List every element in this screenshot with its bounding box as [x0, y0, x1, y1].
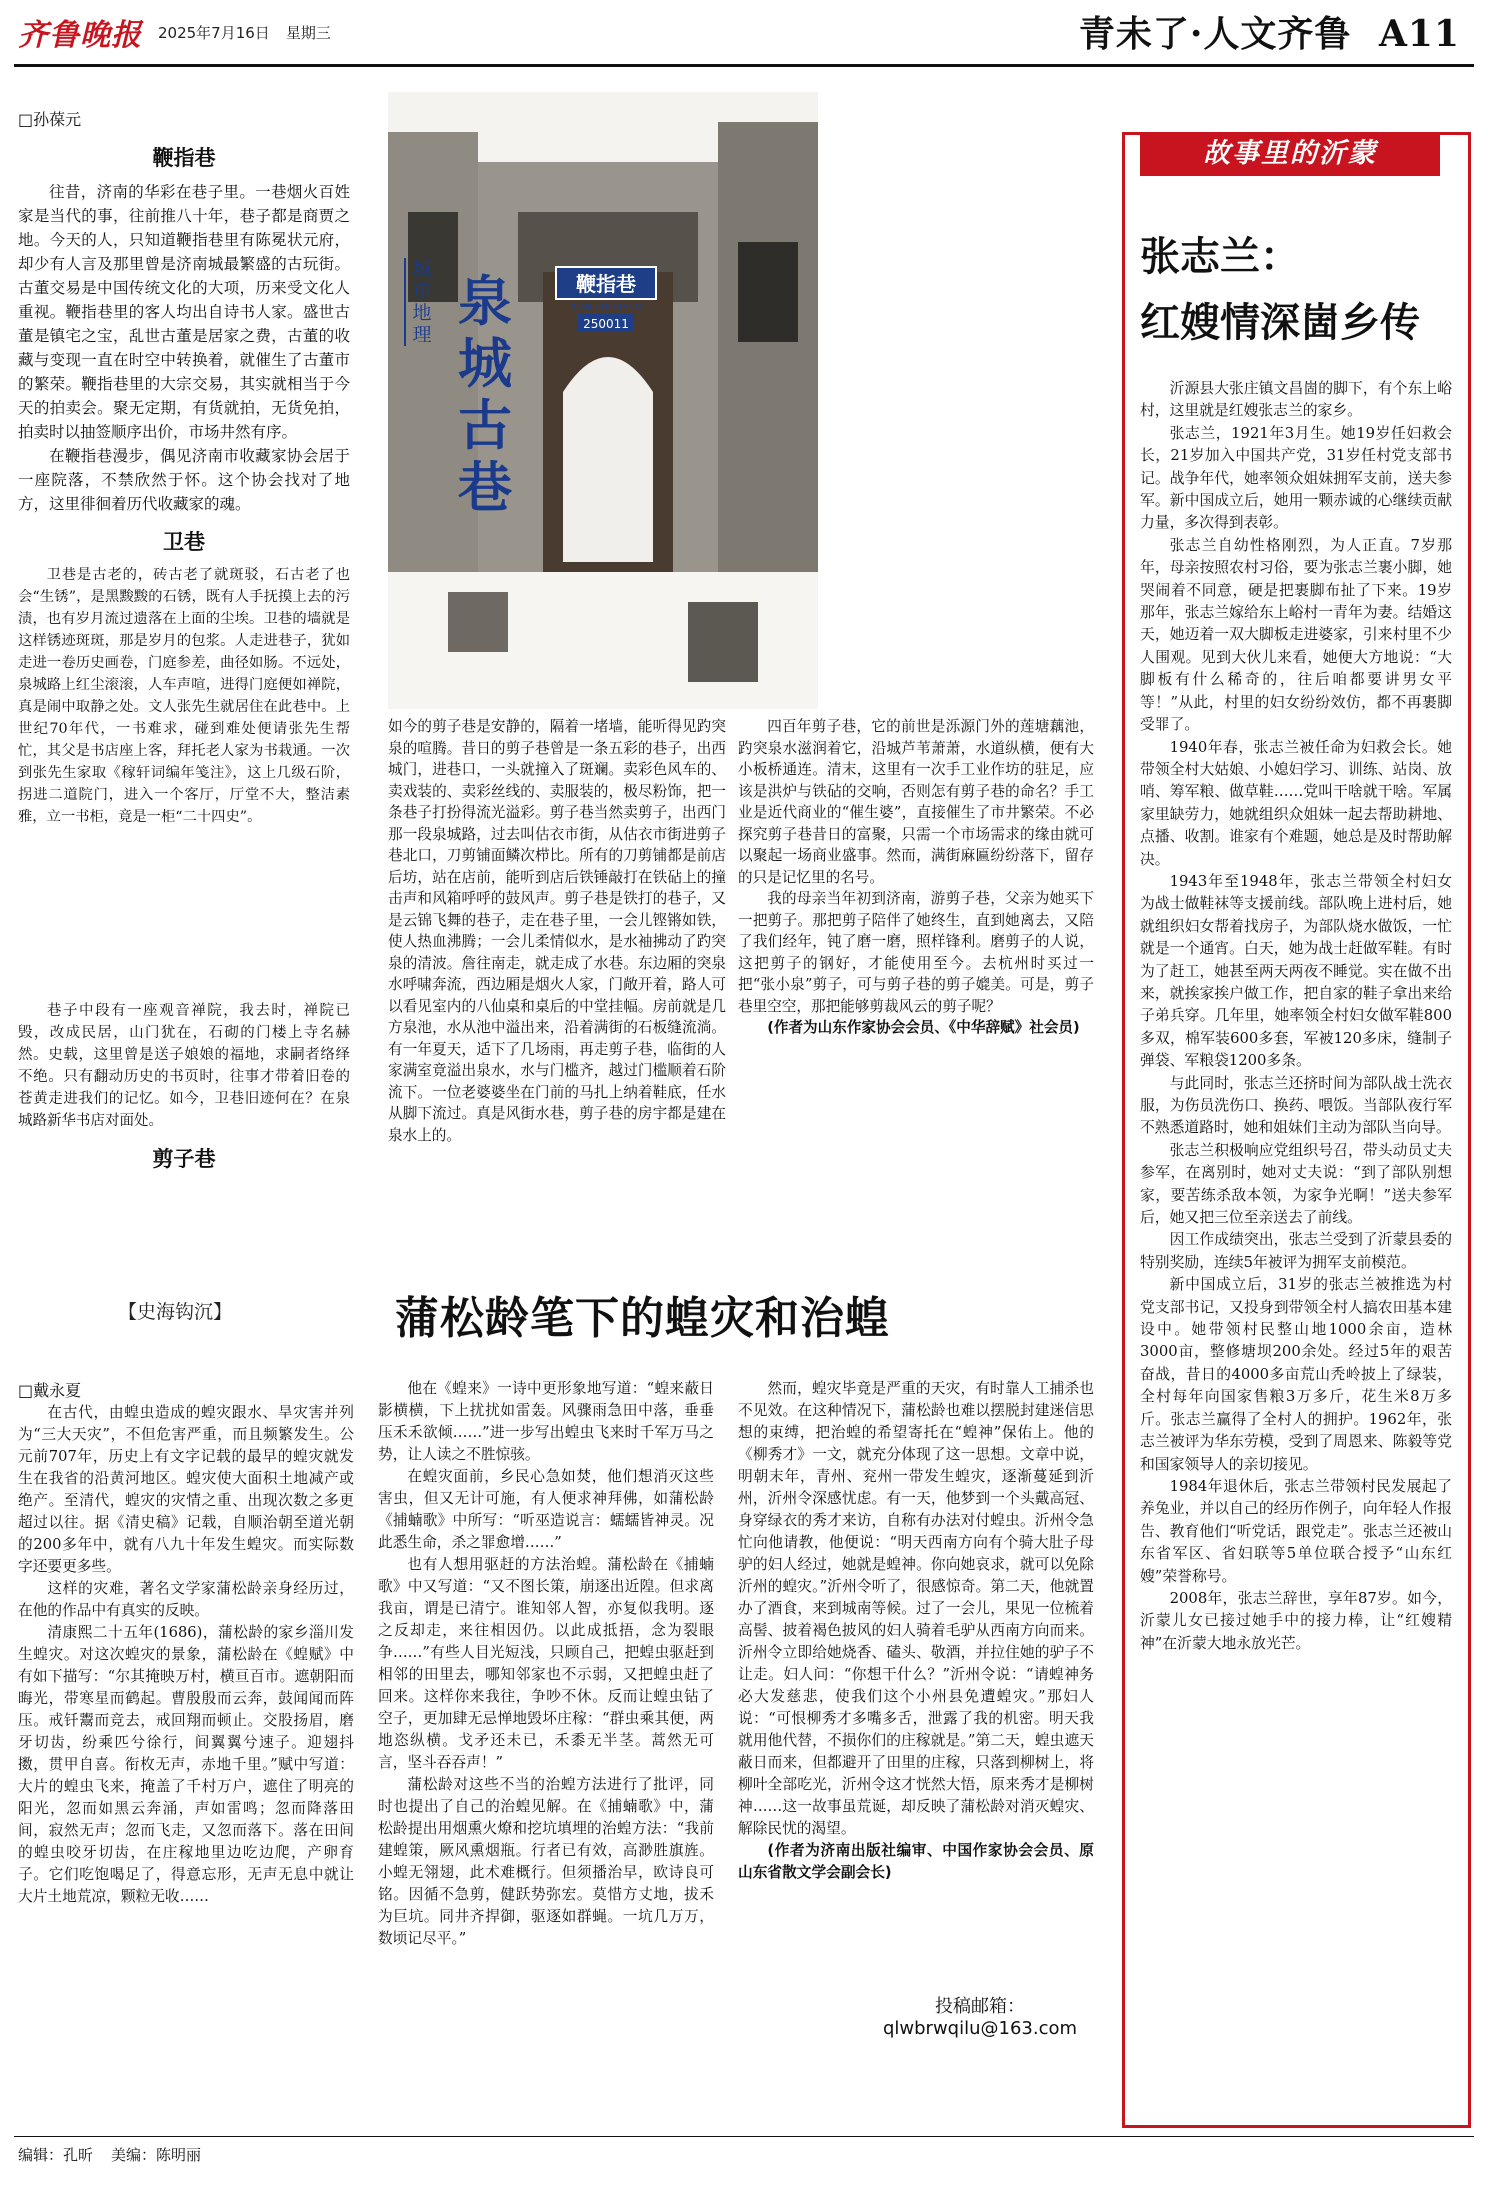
footer [18, 2144, 201, 2165]
article2-paragraph: 清康熙二十五年(1686)，蒲松龄的家乡淄川发生蝗灾。对这次蝗灾的景象，蒲松龄在《蝗赋》中有如下描写：“尔其掩映万村，横亘百市。遮朝阳而晦光，带寒星而鹤起。曹殷殷而云奔，鼓闻闻而阵压。戒钎鬻而竞去，戒回翔而顿止。交股扬眉，磨牙切齿，纷乘匹兮徐行，间翼翼兮速子。迎翅抖擞，贯甲自喜。衔枚无声，赤地千里。”赋中写道：大片的蝗虫飞来，掩盖了千村万户，遮住了明亮的阳光，忽而如黑云奔涌，声如雷鸣；忽而降落田间，寂然无声；忽而飞走，又忽而落下。落在田间的蝗虫咬牙切齿，在庄稼地里边吃边爬，产卵育子。它们吃饱喝足了，得意忘形，无声无息中就让大片土地荒凉，颗粒无收…… [18, 1624, 354, 1905]
feature-col-3 [738, 716, 1094, 1039]
page-number: A11 [1378, 13, 1460, 55]
footer-designer: 美编：陈明丽 [111, 2146, 202, 2164]
feature-subheading: 卫巷 [163, 529, 205, 554]
sidebar-header: 故事里的沂蒙 [1140, 132, 1440, 176]
paper-logo: 齐鲁晚报 [18, 18, 142, 53]
article2-paragraph: 这样的灾难，著名文学家蒲松龄亲身经历过，在他的作品中有真实的反映。 [18, 1580, 354, 1619]
feature-subheading: 剪子巷 [152, 1146, 216, 1171]
article2-col-3 [738, 1378, 1094, 1884]
article2-title: 蒲松龄笔下的蝗灾和治蝗 [395, 1293, 890, 1344]
feature-subheading: 鞭指巷 [152, 145, 216, 170]
article2-tag: 【史海钩沉】 [118, 1301, 233, 1323]
sidebar-paragraph: 与此同时，张志兰还挤时间为部队战士洗衣服，为伤员洗伤口、换药、喂饭。当部队夜行军不熟悉道路时，她和姐妹们主动为部队当向导。 [1140, 1074, 1452, 1137]
sidebar-title-line2: 红嫂情深崮乡传 [1140, 299, 1420, 346]
sidebar-paragraph: 张志兰，1921年3月生。她19岁任妇救会长，21岁加入中国共产党，31岁任村党支部书记。战争年代，她率领众姐妹拥军支前，送夫参军。新中国成立后，她用一颗赤诚的心继续贡献力量，多次得到表彰。 [1140, 424, 1452, 532]
feature-credit: (作者为山东作家协会会员、《中华辞赋》社会员) [767, 1019, 1080, 1036]
article2-byline: □戴永夏 [18, 1381, 82, 1400]
page-section-title [1079, 6, 1460, 57]
sidebar-paragraph: 1943年至1948年，张志兰带领全村妇女为战士做鞋袜等支援前线。部队晚上进村后，她就组织妇女帮着找房子，为部队烧水做饭，一忙就是一个通宵。白天，她为战士赶做军鞋。有时为了赶工，她甚至两天两夜不睡觉。实在做不出来，就挨家挨户做工作，把自家的鞋子拿出来给子弟兵穿。几年里，她率领全村妇女做军鞋800多双，棉军装600多套，军被120多床，缝制子弹袋、军粮袋1200多条。 [1140, 872, 1452, 1070]
feature-byline: □孙葆元 [18, 110, 82, 129]
article2-paragraph: 在蝗灾面前，乡民心急如焚，他们想消灭这些害虫，但又无计可施，有人便求神拜佛，如蒲松龄《捕蝻歌》中所写：“听巫造说言：蠕蠕皆神灵。况此悉生命，杀之罪愈增……” [378, 1468, 714, 1551]
article2-paragraph: 在古代，由蝗虫造成的蝗灾跟水、旱灾害并列为“三大天灾”，不但危害严重，而且频繁发生。公元前707年，历史上有文字记载的最早的蝗灾就发生在我省的沿黄河地区。蝗灾使大面积土地减产或绝产。至清代，蝗灾的灾情之重、出现次数之多更超过以往。据《清史稿》记载，自顺治朝至道光朝的200多年中，就有八九十年发生蝗灾。而实际数字还要更多些。 [18, 1404, 354, 1575]
sidebar-paragraph: 沂源县大张庄镇文昌崮的脚下，有个东上峪村，这里就是红嫂张志兰的家乡。 [1140, 380, 1452, 420]
sidebar-paragraph: 因工作成绩突出，张志兰受到了沂蒙县委的特别奖励，连续5年被评为拥军支前模范。 [1140, 1231, 1452, 1271]
feature-paragraph: 四百年剪子巷，它的前世是泺源门外的莲塘藕池，趵突泉水滋润着它，沿城芦苇萧萧，水道纵横，便有大小板桥通连。清末，这里有一次手工业作坊的驻足，应该是洪炉与铁砧的交响，否则怎有剪子巷的命名？手工业是近代商业的“催生婆”，直接催生了市井繁荣。不必探究剪子巷昔日的富聚，只需一个市场需求的缘由就可以聚起一场商业盛事。然而，满街麻匾纷纷落下，留存的只是记忆里的名号。 [738, 718, 1094, 886]
bottom-rule [14, 2136, 1474, 2137]
sidebar-paragraph: 1984年退休后，张志兰带领村民发展起了养兔业，并以自己的经历作例子，向年轻人作报告、教育他们“听党话，跟党走”。张志兰还被山东省军区、省妇联等5单位联合授予“山东红嫂”荣誉称号。 [1140, 1477, 1452, 1585]
masthead-left [18, 12, 331, 52]
footer-editor: 编辑：孔昕 [18, 2146, 94, 2164]
sidebar-paragraph: 张志兰积极响应党组织号召，带头动员丈夫参军，在离别时，她对丈夫说：“到了部队别想家，要苦练杀敌本领，为家争光啊！”送夫参军后，她又把三位至亲送去了前线。 [1140, 1141, 1452, 1227]
top-rule [14, 64, 1474, 67]
article2-paragraph: 他在《蝗来》一诗中更形象地写道：“蝗来蔽日影横横，下上扰扰如雷轰。风骤雨急田中落，垂垂压禾禾欲倾……”进一步写出蝗虫飞来时千军万马之势，让人读之不胜惊骇。 [378, 1380, 714, 1463]
feature-col-1 [18, 108, 350, 828]
sidebar-body [1140, 378, 1452, 1655]
contribution-box [880, 1992, 1080, 2039]
sidebar-paragraph: 1940年春，张志兰被任命为妇救会长。她带领全村大姑娘、小媳妇学习、训练、站岗、放哨、筹军粮、做草鞋……党叫干啥就干啥。军属家里缺劳力，她就组织众姐妹一起去帮助耕地、点播、收割。谁家有个难题，她总是及时帮助解决。 [1140, 738, 1452, 868]
feature-col-1b [18, 1000, 350, 1180]
article2-paragraph: 然而，蝗灾毕竟是严重的天灾，有时靠人工捕杀也不见效。在这种情况下，蒲松龄也难以摆脱封建迷信思想的束缚，把治蝗的希望寄托在“蝗神”保佑上。他的《柳秀才》一文，就充分体现了这一思想。文章中说，明朝末年，青州、兖州一带发生蝗灾，逐渐蔓延到沂州，沂州令深感忧虑。有一天，他梦到一个头戴高冠、身穿绿衣的秀才来访，自称有办法对付蝗虫。沂州令急忙向他请教，他便说：“明天西南方向有个骑大肚子母驴的妇人经过，她就是蝗神。你向她哀求，就可以免除沂州的蝗灾。”沂州令听了，很感惊奇。第二天，他就置办了酒食，来到城南等候。过了一会儿，果见一位梳着高髻、披着褐色披风的妇人骑着毛驴从西南方向而来。沂州令立即给她烧香、磕头、敬酒，并拉住她的驴子不让走。妇人问：“你想干什么？”沂州令说：“请蝗神务必大发慈悲，使我们这个小州县免遭蝗灾。”那妇人说：“可恨柳秀才多嘴多舌，泄露了我的机密。明天我就用他代替，不损你们的庄稼就是。”第二天，蝗虫遮天蔽日而来，但都避开了田里的庄稼，只落到柳树上，将柳叶全部吃光，沂州令这才恍然大悟，原来秀才是柳树神……这一故事虽荒诞，却反映了蒲松龄对消灭蝗灾、解除民忧的渴望。 [738, 1380, 1094, 1837]
feature-paragraph: 我的母亲当年初到济南，游剪子巷，父亲为她买下一把剪子。那把剪子陪伴了她终生，直到她离去，又陪了我们经年，钝了磨一磨，照样锋利。磨剪子的人说，这把剪子的钢好，才能使用至今。去杭州时买过一把“张小泉”剪子，可与剪子巷的剪子媲美。可是，剪子巷里空空，那把能够剪裁风云的剪子呢？ [738, 890, 1094, 1015]
sidebar-title [1140, 224, 1460, 356]
sidebar-paragraph: 张志兰自幼性格刚烈，为人正直。7岁那年，母亲按照农村习俗，要为张志兰裹小脚，她哭闹着不同意，硬是把裹脚布扯了下来。19岁那年，张志兰嫁给东上峪村一青年为妻。结婚这天，她迈着一双大脚板走进婆家，引来村里不少人围观。见到大伙儿来看，她便大方地说：“大脚板有什么稀奇的，往后咱都要讲男女平等！”从此，村里的妇女纷纷效仿，都不再裹脚受罪了。 [1140, 536, 1452, 734]
feature-col-2 [388, 716, 726, 1146]
feature-paragraph: 如今的剪子巷是安静的，隔着一堵墙，能听得见趵突泉的喧腾。昔日的剪子巷曾是一条五彩的巷子，出西城门，进巷口，一头就撞入了斑斓。卖彩色风车的、卖戏装的、卖彩丝线的、卖服装的，极尽粉饰，把一条巷子打扮得流光溢彩。剪子巷当然卖剪子，出西门那一段泉城路，过去叫估衣市街，从估衣市街进剪子巷北口，刀剪铺面鳞次栉比。所有的刀剪铺都是前店后坊，站在店前，能听到店后铁锤敲打在铁砧上的撞击声和风箱呼呼的鼓风声。剪子巷是铁打的巷子，又是云锦飞舞的巷子，走在巷子里，一会儿铿锵如铁，使人热血沸腾；一会儿柔情似水，是水袖拂动了趵突泉的清波。詹往南走，就走成了水巷。东边厢的突泉水呼啸奔流，西边厢是烟火人家，门敞开着，路人可以看见室内的八仙桌和桌后的中堂挂幅。房前就是几方泉池，水从池中溢出来，沿着满街的石板缝流淌。有一年夏天，适下了几场雨，再走剪子巷，临街的人家满室竟溢出泉水，水与门槛齐，越过门槛顺着石阶流下。一位老婆婆坐在门前的马扎上纳着鞋底，任水从脚下流过。真是风街水巷，剪子巷的房宇都是建在泉水上的。 [388, 718, 726, 1144]
sidebar-paragraph: 新中国成立后，31岁的张志兰被推选为村党支部书记，又投身到带领全村人搞农田基本建设中。她带领村民整山地1000余亩，造林3000亩，整修塘坝200余处。经过5年的艰苦奋战，昔日的4000多亩荒山秃岭披上了绿装，全村每年向国家售粮3万多斤，花生米8万多斤。张志兰赢得了全村人的拥护。1962年，张志兰被评为华东劳模，受到了周恩来、陈毅等党和国家领导人的亲切接见。 [1140, 1276, 1452, 1473]
photo-sign-text: 鞭指巷 [576, 272, 636, 296]
article2-paragraph: 也有人想用驱赶的方法治蝗。蒲松龄在《捕蝻歌》中又写道：“又不图长策，崩逐出近隍。但求离我亩，谓是已清宁。谁知邻人智，亦复似我明。逐之反却走，来往相因仍。以此成抵捂，念为裂眼争……”有些人目光短浅，只顾自己，把蝗虫驱赶到相邻的田里去，哪知邻家也不示弱，又把蝗虫赶了回来。这样你来我往，争吵不休。反而让蝗虫钻了空子，更加肆无忌惮地毁坏庄稼：“群虫乘其便，两地恣纵横。戈矛还未已，禾黍无半茎。蒿然无可言，坚斗吞吞声！” [378, 1556, 714, 1771]
feature-paragraph: 卫巷是古老的，砖古老了就斑驳，石古老了也会“生锈”，是黑黢黢的石锈，既有人手抚摸上去的污渍，也有岁月流过遗落在上面的尘埃。卫巷的墙就是这样锈迹斑斑，那是岁月的包浆。人走进巷子，犹如走进一卷历史画卷，门庭参差，曲径如肠。不远处，泉城路上红尘滚滚，人车声喧，进得门庭便如禅院，真是闹中取静之处。文人张先生就居住在此巷中。上世纪70年代，一书难求，碰到难处便请张先生帮忙，其父是书店座上客，拜托老人家为书栽通。一次到张先生家取《稼轩词编年笺注》，这上几级石阶，拐进二道院门，进入一个客厅，厅堂不大，整洁素雅，立一书柜，竟是一柜“二十四史”。 [18, 567, 350, 825]
article2-col-1 [18, 1380, 354, 1908]
contribution-label: 投稿邮箱： [935, 1996, 1025, 2017]
photo-sign-number: 250011 [583, 317, 629, 331]
issue-weekday: 星期三 [285, 23, 331, 42]
contribution-email[interactable]: qlwbrwqilu@163.com [882, 2018, 1078, 2039]
feature-paragraph: 往昔，济南的华彩在巷子里。一巷烟火百姓家是当代的事，往前推八十年，巷子都是商贾之地。今天的人，只知道鞭指巷里有陈冕状元府，却少有人言及那里曾是济南城最繁盛的古玩街。古董交易是中国传统文化的大项，历来受文化人重视。鞭指巷里的客人均出自诗书人家。盛世古董是镇宅之宝，乱世古董是居家之费，古董的收藏与变现一直在时空中转换着，就催生了古董市的繁荣。鞭指巷里的大宗交易，其实就相当于今天的拍卖会。聚无定期，有货就拍，无货免拍，拍卖时以抽签顺序出价，市场井然有序。 [18, 183, 350, 441]
feature-column-tag: 城市地理 [404, 258, 436, 346]
article2-col-2 [378, 1378, 714, 1950]
issue-date: 2025年7月16日 [158, 23, 270, 42]
article2-paragraph: 蒲松龄对这些不当的治蝗方法进行了批评，同时也提出了自己的治蝗见解。在《捕蝻歌》中，蒲松龄提出用烟熏火燎和挖坑填埋的治蝗方法：“我前建蝗策，厥风熏烟瓶。行者已有效，高渺胜旗旌。小蝗无翎翅，此术难概行。但须播治早，欧诗良可铭。因循不急剪，健跃势弥宏。莫惜方丈地，拔禾为巨坑。同井齐捍御，驱逐如群蝇。一坑几万万，数顷记尽平。” [378, 1776, 714, 1947]
photo-sign-pinyin: BIAN ZHI XIANG [570, 303, 642, 313]
sidebar-title-line1: 张志兰： [1140, 233, 1300, 280]
article2-credit: (作者为济南出版社编审、中国作家协会会员、原山东省散文学会副会长) [738, 1842, 1094, 1881]
feature-paragraph: 巷子中段有一座观音禅院，我去时，禅院已毁，改成民居，山门犹在，石砌的门楼上寺名赫然。史载，这里曾是送子娘娘的福地，求嗣者络绎不绝。只有翻动历史的书页时，往事才带着旧卷的苍黄走进我们的记忆。如今，卫巷旧迹何在？在泉城路新华书店对面处。 [18, 1003, 350, 1129]
feature-paragraph: 在鞭指巷漫步，偶见济南市收藏家协会居于一座院落，不禁欣然于怀。这个协会找对了地方，这里徘徊着历代收藏家的魂。 [18, 447, 350, 513]
sidebar-paragraph: 2008年，张志兰辞世，享年87岁。如今，沂蒙儿女已接过她手中的接力棒，让“红嫂精神”在沂蒙大地永放光芒。 [1140, 1589, 1452, 1652]
feature-title: 泉城古巷 [458, 269, 512, 519]
section-name: 青未了·人文齐鲁 [1078, 13, 1352, 55]
